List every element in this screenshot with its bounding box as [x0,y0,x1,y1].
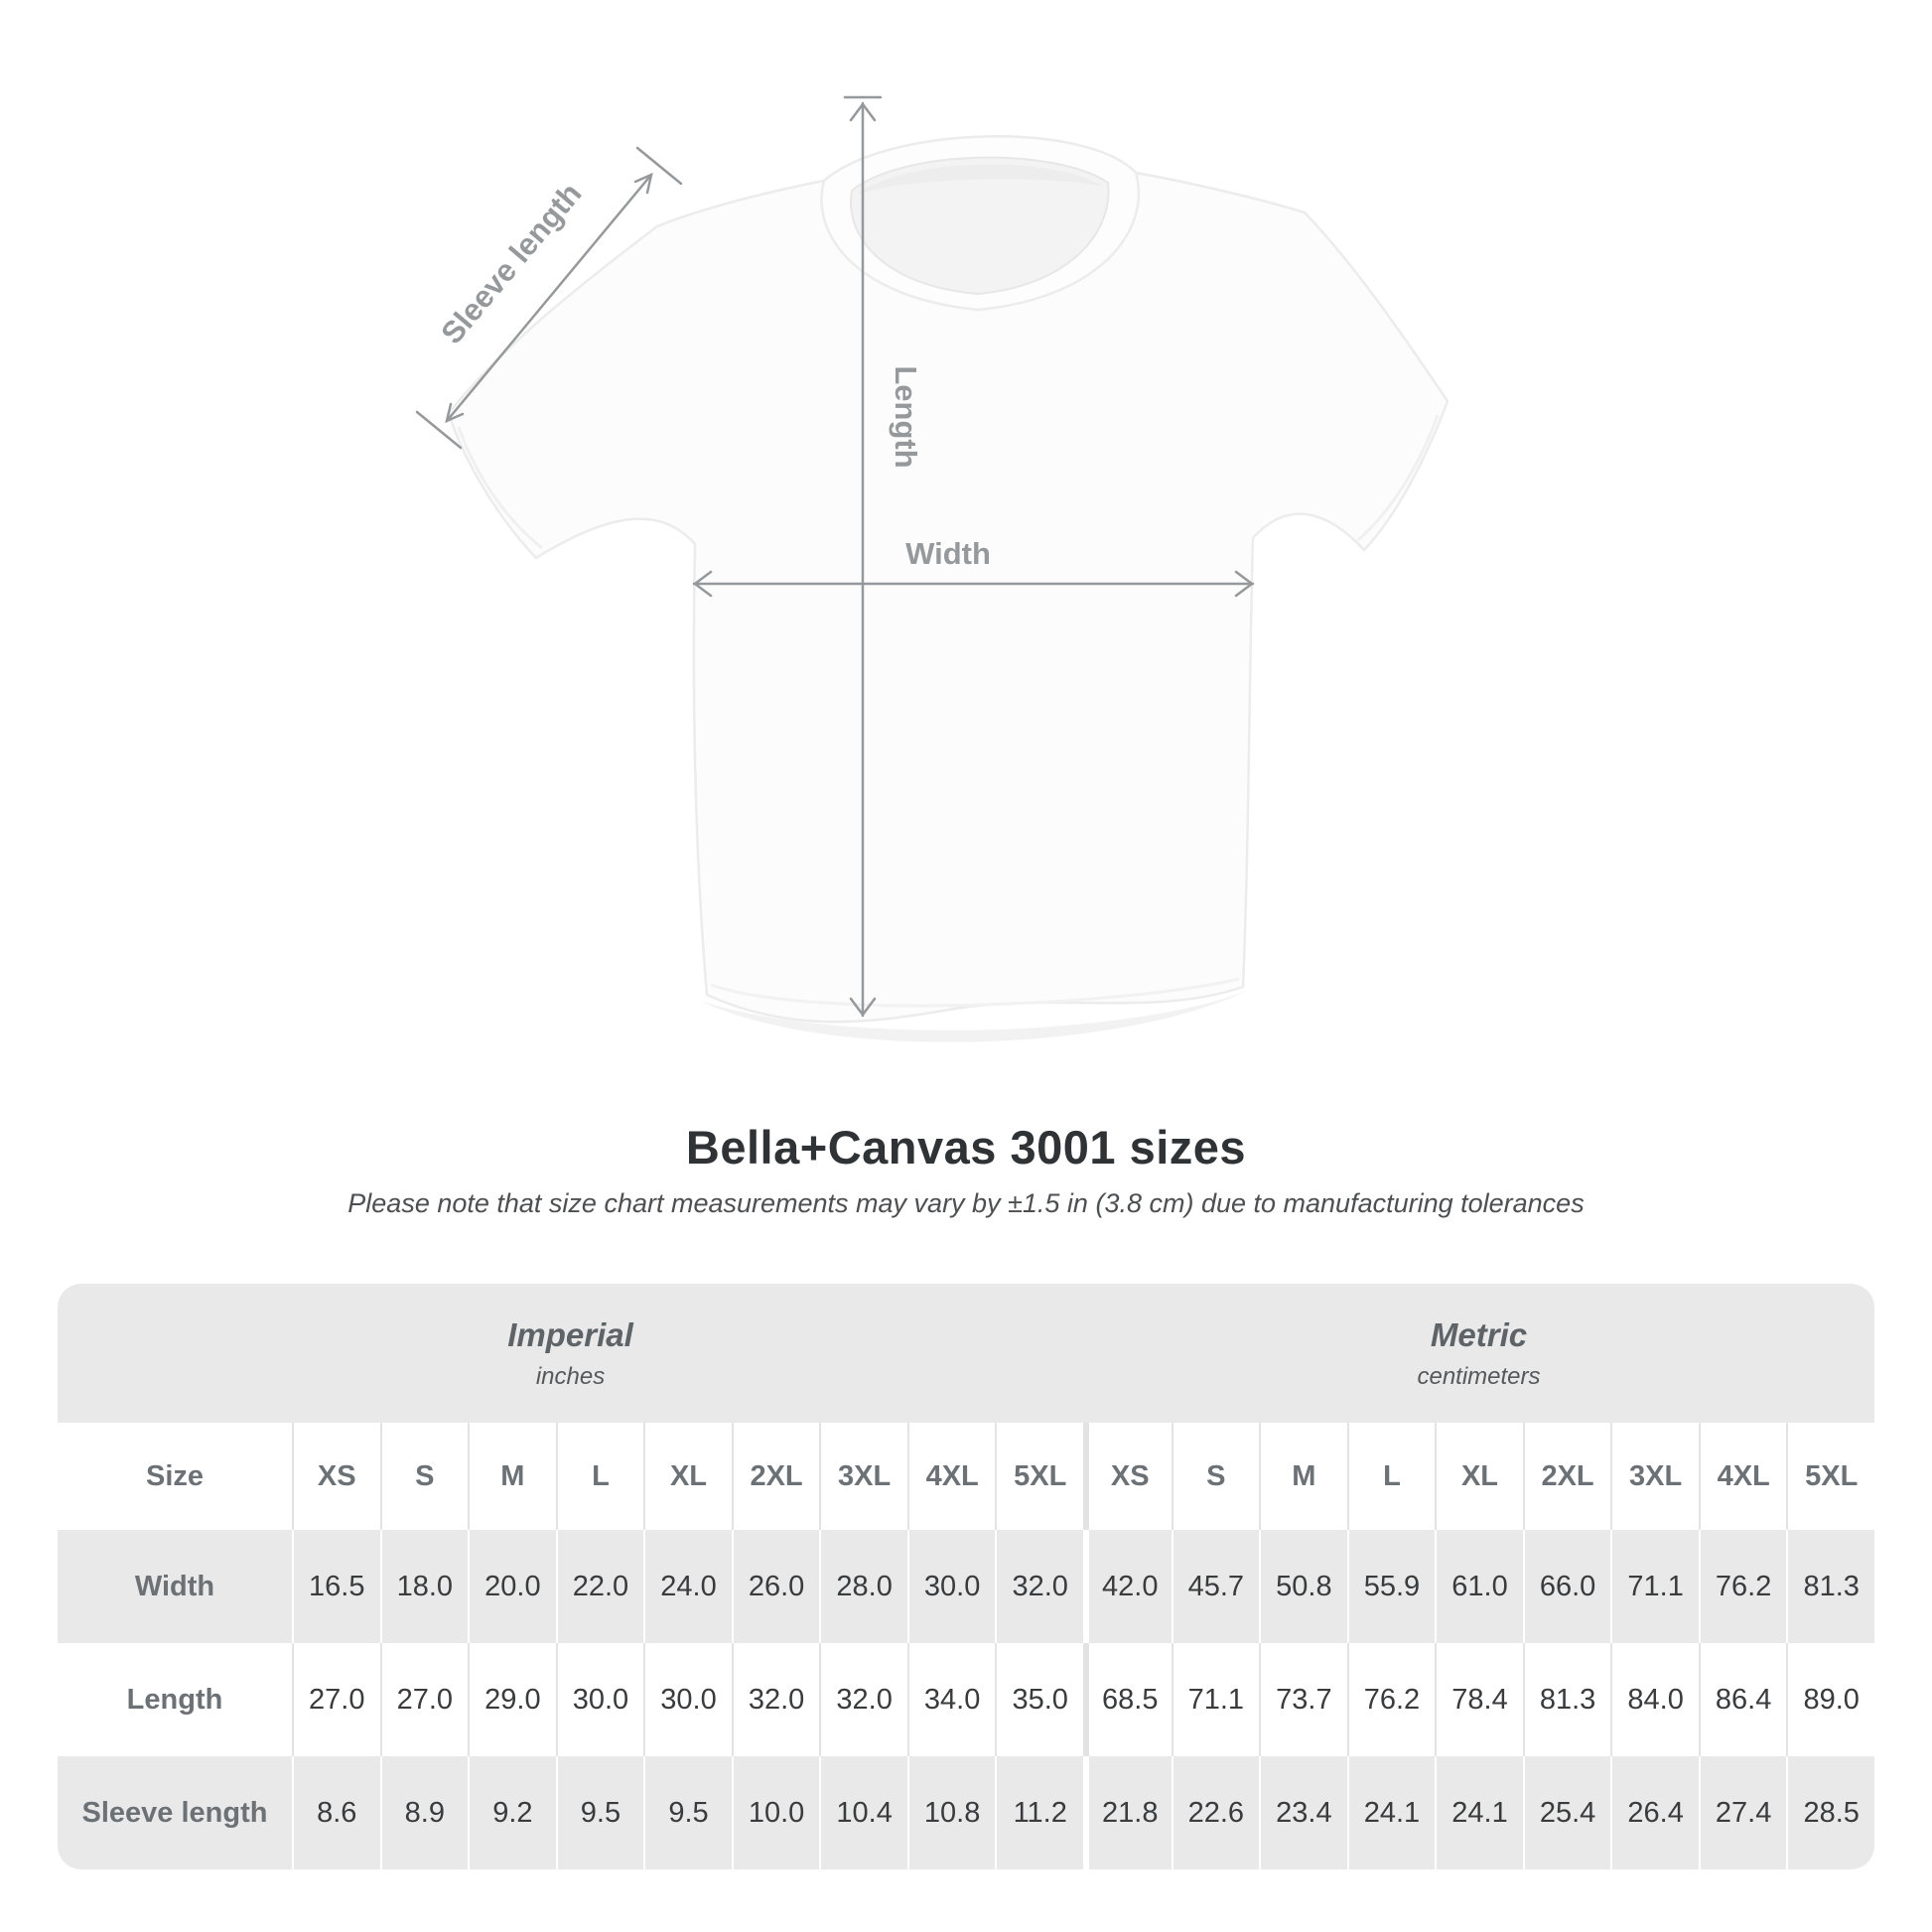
measurement-value: 9.2 [468,1756,556,1869]
measurement-value: 71.1 [1610,1530,1699,1643]
measurement-value: 45.7 [1172,1530,1260,1643]
measurement-value: 8.6 [292,1756,380,1869]
measurement-value: 24.0 [643,1530,732,1643]
row-label: Width [58,1530,292,1643]
measurement-value: 22.0 [556,1530,644,1643]
metric-label: Metric [1430,1315,1528,1353]
measurement-value: 32.0 [732,1643,820,1756]
size-header: XL [1435,1423,1523,1530]
measurement-value: 16.5 [292,1530,380,1643]
measurement-value: 86.4 [1699,1643,1787,1756]
unit-header-band [58,1284,1874,1423]
measurement-value: 24.1 [1435,1756,1523,1869]
measurement-value: 32.0 [995,1530,1083,1643]
size-header: 5XL [995,1423,1083,1530]
size-header: 2XL [1523,1423,1611,1530]
measurement-value: 35.0 [995,1643,1083,1756]
tolerance-note: Please note that size chart measurements may vary by ±1.5 in (3.8 cm) due to manufacturing tolerances [347,1188,1585,1218]
measurement-value: 22.6 [1172,1756,1260,1869]
measurement-value: 76.2 [1699,1530,1787,1643]
size-header: L [1347,1423,1436,1530]
measurement-value: 78.4 [1435,1643,1523,1756]
measurement-value: 55.9 [1347,1530,1436,1643]
size-header: S [380,1423,469,1530]
size-header: M [468,1423,556,1530]
metric-group-header [1083,1284,1874,1423]
measurement-value: 8.9 [380,1756,469,1869]
measurement-value: 27.4 [1699,1756,1787,1869]
width-label: Width [905,536,991,571]
measurement-value: 34.0 [907,1643,996,1756]
measurement-value: 10.0 [732,1756,820,1869]
measurement-value: 11.2 [995,1756,1083,1869]
row-label: Sleeve length [58,1756,292,1869]
measurement-value: 28.0 [819,1530,907,1643]
measurement-value: 21.8 [1083,1756,1172,1869]
measurement-value: 30.0 [556,1643,644,1756]
measurement-value: 24.1 [1347,1756,1436,1869]
size-table [58,1284,1874,1869]
tshirt-illustration [449,136,1448,1041]
size-header: XS [1083,1423,1172,1530]
size-header: 3XL [819,1423,907,1530]
imperial-label: Imperial [507,1315,633,1353]
measurement-value: 81.3 [1786,1530,1874,1643]
heading-block [0,1120,1932,1219]
size-header: 2XL [732,1423,820,1530]
measurement-value: 26.4 [1610,1756,1699,1869]
metric-unit: centimeters [1417,1362,1541,1390]
measurement-value: 66.0 [1523,1530,1611,1643]
measurement-value: 32.0 [819,1643,907,1756]
measurement-value: 25.4 [1523,1756,1611,1869]
size-header: 3XL [1610,1423,1699,1530]
measurement-value: 27.0 [380,1643,469,1756]
size-header: S [1172,1423,1260,1530]
size-header: M [1259,1423,1347,1530]
measurement-value: 10.8 [907,1756,996,1869]
page-title: Bella+Canvas 3001 sizes [685,1121,1247,1173]
measurement-value: 71.1 [1172,1643,1260,1756]
size-header: 4XL [1699,1423,1787,1530]
measurement-value: 20.0 [468,1530,556,1643]
measurement-value: 42.0 [1083,1530,1172,1643]
size-header: L [556,1423,644,1530]
size-header: 5XL [1786,1423,1874,1530]
measurement-value: 68.5 [1083,1643,1172,1756]
imperial-group-header [58,1284,1083,1423]
measurement-value: 73.7 [1259,1643,1347,1756]
measurement-value: 18.0 [380,1530,469,1643]
size-header: 4XL [907,1423,996,1530]
measurement-value: 76.2 [1347,1643,1436,1756]
measurement-value: 61.0 [1435,1530,1523,1643]
measurement-value: 30.0 [643,1643,732,1756]
size-header: XL [643,1423,732,1530]
measurement-value: 89.0 [1786,1643,1874,1756]
length-label: Length [889,365,923,469]
measurement-value: 9.5 [643,1756,732,1869]
size-header: XS [292,1423,380,1530]
measurement-value: 84.0 [1610,1643,1699,1756]
measurement-value: 81.3 [1523,1643,1611,1756]
measurement-value: 28.5 [1786,1756,1874,1869]
measurement-value: 50.8 [1259,1530,1347,1643]
size-column-header: Size [58,1423,292,1530]
sleeve-length-label: Sleeve length [434,176,589,351]
measurement-value: 27.0 [292,1643,380,1756]
measurement-value: 10.4 [819,1756,907,1869]
row-label: Length [58,1643,292,1756]
size-table-grid [58,1423,1874,1869]
measurement-value: 29.0 [468,1643,556,1756]
imperial-unit: inches [535,1362,606,1390]
measurement-value: 30.0 [907,1530,996,1643]
measurement-value: 26.0 [732,1530,820,1643]
measurement-value: 9.5 [556,1756,644,1869]
measurement-value: 23.4 [1259,1756,1347,1869]
